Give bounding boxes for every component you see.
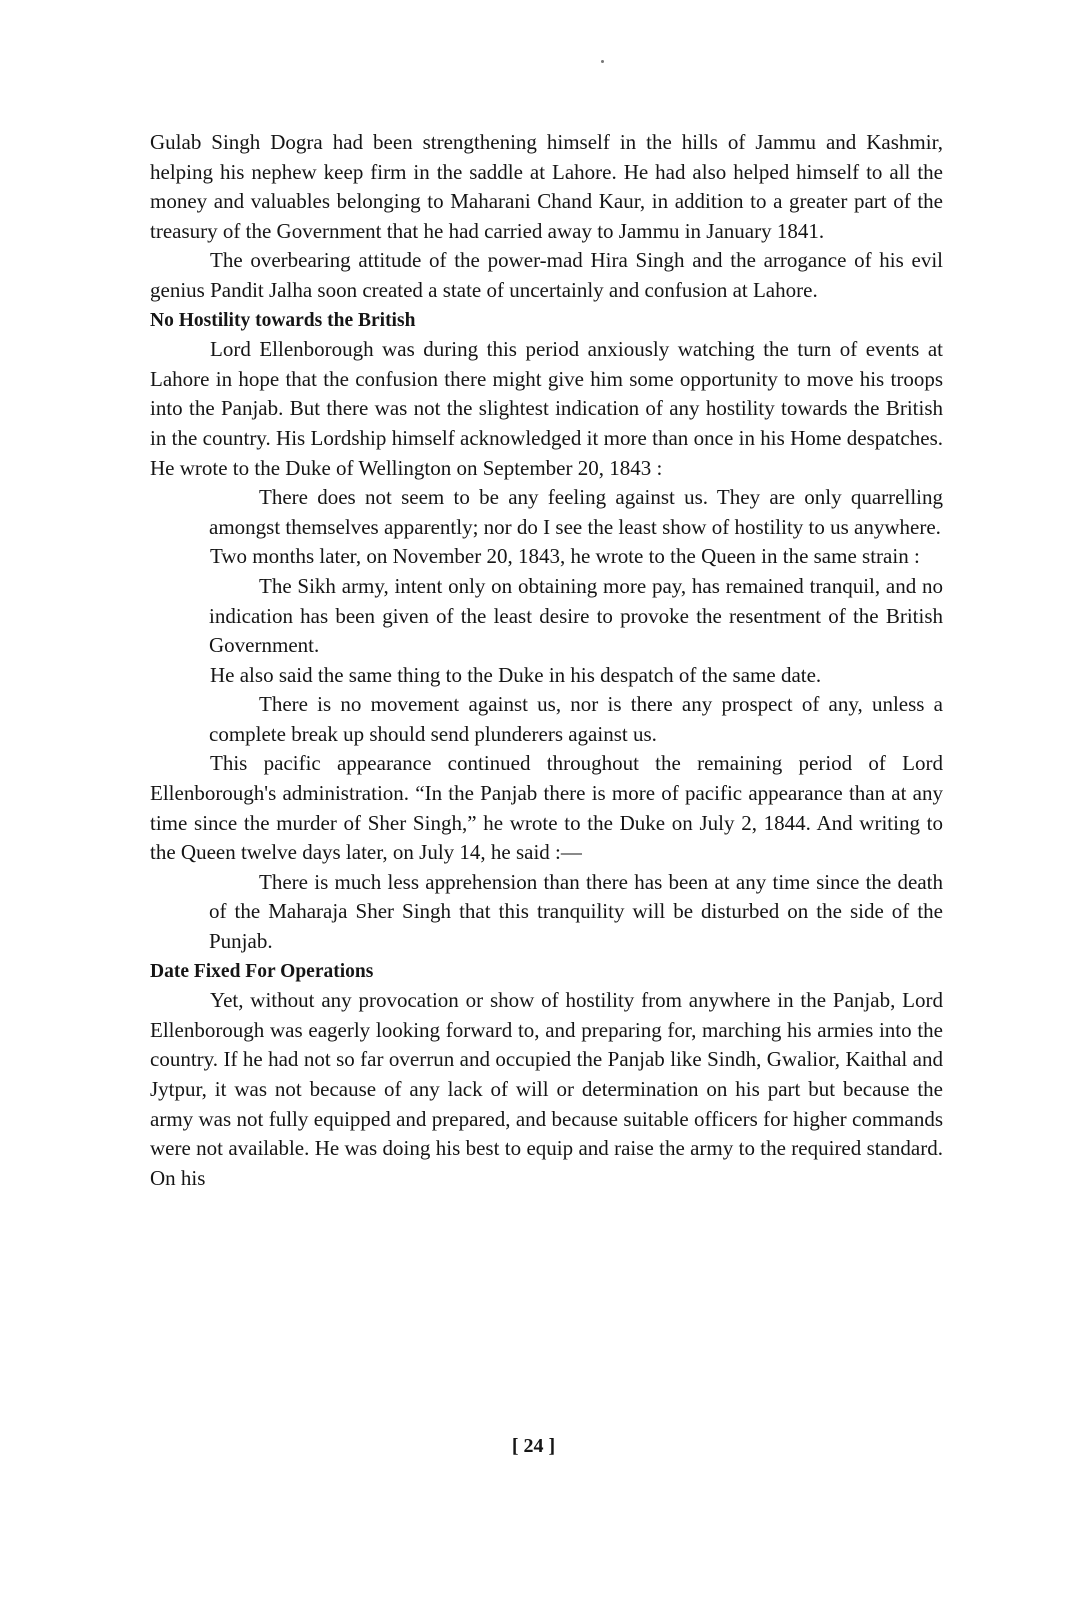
paragraph: This pacific appearance continued throughout the remaining period of Lord Ellenborough's administration. “In the Panjab there is more of pacific appearance than at any time since the murder of Sher Singh,” he wrote to the Duke on July 2, 1844. And writing to the Queen twelve days later, on July 14, he said :— xyxy=(150,751,943,865)
paragraph: Two months later, on November 20, 1843, he wrote to the Queen in the same strain : xyxy=(210,544,920,569)
block-quote: There is no movement against us, nor is there any prospect of any, unless a complete break up should send plunderers against us. xyxy=(209,692,943,746)
paragraph: Yet, without any provocation or show of hostility from anywhere in the Panjab, Lord Ellenborough was eagerly looking forward to, and preparing for, marching his armies into the country. If he had not so far overrun and occupied the Panjab like Sindh, Gwalior, Kaithal and Jytpur, it was not because of any lack of will or determination on his part but because the army was not fully equipped and prepared, and because suitable officers for higher commands were not available. He was doing his best to equip and raise the army to the required standard. On his xyxy=(150,988,943,1190)
paragraph: The overbearing attitude of the power-mad Hira Singh and the arrogance of his evil genius Pandit Jalha soon created a state of uncertainly and confusion at Lahore. xyxy=(150,248,943,302)
page-number: [ 24 ] xyxy=(511,1435,556,1457)
paragraph: He also said the same thing to the Duke in his despatch of the same date. xyxy=(210,662,822,687)
section-heading: Date Fixed For Operations xyxy=(150,960,374,982)
paragraph: Lord Ellenborough was during this period anxiously watching the turn of events at Lahore in hope that the confusion there might give him some opportunity to move his troops into the Panjab. But there was not the slightest indication of any hostility towards the British in the country. His Lordship himself acknowledged it more than once in his Home despatches. He wrote to the Duke of Wellington on September 20, 1843 : xyxy=(150,337,943,480)
body-text xyxy=(150,128,943,1193)
scan-speck xyxy=(601,60,604,63)
block-quote: There is much less apprehension than there has been at any time since the death of the Maharaja Sher Singh that this tranquility will be disturbed on the side of the Punjab. xyxy=(209,869,943,954)
paragraph: Gulab Singh Dogra had been strengthening himself in the hills of Jammu and Kashmir, helping his nephew keep firm in the saddle at Lahore. He had also helped himself to all the money and valuables belonging to Maharani Chand Kaur, in addition to a greater part of the treasury of the Government that he had carried away to Jammu in January 1841. xyxy=(150,130,943,243)
block-quote: There does not seem to be any feeling against us. They are only quarrelling amongst themselves apparently; nor do I see the least show of hostility to us anywhere. xyxy=(209,485,943,539)
section-heading: No Hostility towards the British xyxy=(150,309,416,331)
block-quote: The Sikh army, intent only on obtaining more pay, has remained tranquil, and no indication has been given of the least desire to provoke the resentment of the British Government. xyxy=(209,573,943,658)
